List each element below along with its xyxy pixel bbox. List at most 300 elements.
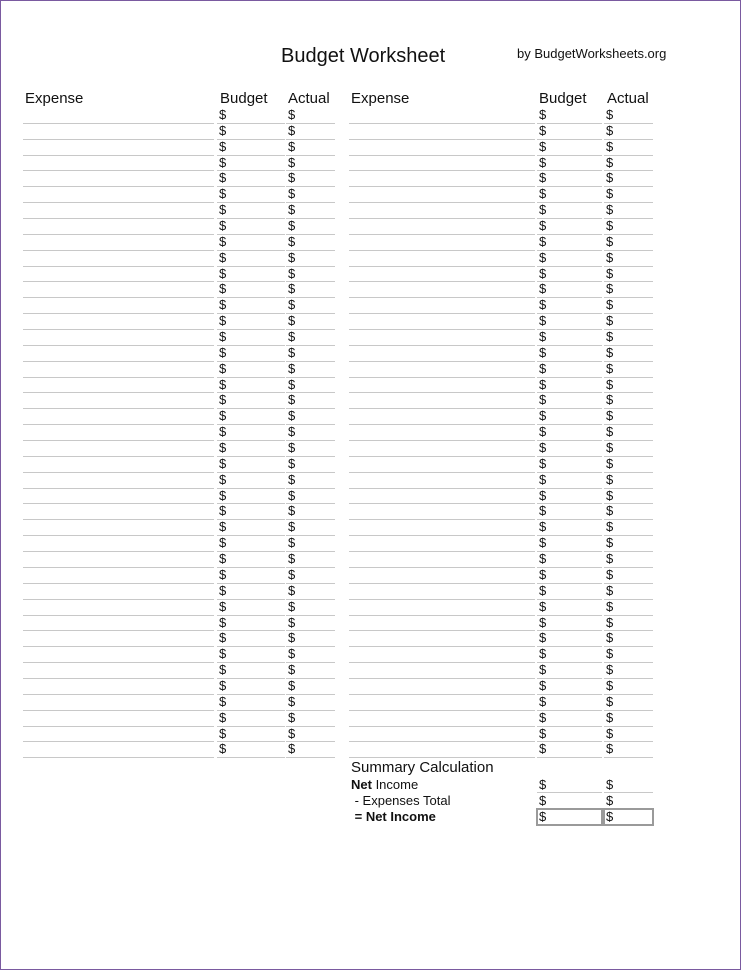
actual-amount-cell[interactable] [286,156,335,172]
expense-name-cell[interactable] [349,600,535,616]
actual-amount-cell[interactable] [286,425,335,441]
actual-amount-cell[interactable] [286,489,335,505]
budget-amount-cell[interactable] [537,536,602,552]
actual-amount-cell[interactable] [286,203,335,219]
actual-amount-cell[interactable] [286,536,335,552]
left-budget-header: Budget [220,90,268,107]
expense-name-cell[interactable] [349,235,535,251]
expense-name-cell[interactable] [23,346,214,362]
expense-name-cell[interactable] [349,171,535,187]
actual-amount-cell[interactable] [286,441,335,457]
actual-amount-cell[interactable] [286,742,335,758]
actual-amount-cell[interactable] [604,282,653,298]
budget-amount-cell[interactable] [217,679,285,695]
currency-symbol: $ [539,471,547,487]
actual-amount-cell[interactable] [286,552,335,568]
expense-name-cell[interactable] [349,489,535,505]
expense-name-cell[interactable] [23,647,214,663]
currency-symbol: $ [219,725,227,741]
expense-name-cell[interactable] [23,282,214,298]
budget-amount-cell[interactable] [217,409,285,425]
budget-amount-cell[interactable] [217,393,285,409]
net-income-actual-cell[interactable] [604,778,653,793]
expense-name-cell[interactable] [349,616,535,632]
currency-symbol: $ [539,809,547,824]
actual-amount-cell[interactable] [604,711,653,727]
budget-amount-cell[interactable] [537,679,602,695]
budget-amount-cell[interactable] [217,568,285,584]
actual-amount-cell[interactable] [286,679,335,695]
budget-amount-cell[interactable] [217,600,285,616]
budget-amount-cell[interactable] [537,330,602,346]
budget-amount-cell[interactable] [217,536,285,552]
budget-amount-cell[interactable] [537,124,602,140]
budget-amount-cell[interactable] [537,187,602,203]
currency-symbol: $ [606,582,614,598]
budget-amount-cell[interactable] [217,742,285,758]
actual-amount-cell[interactable] [286,473,335,489]
expense-name-cell[interactable] [349,679,535,695]
actual-amount-cell[interactable] [286,108,335,124]
budget-amount-cell[interactable] [217,647,285,663]
expense-name-cell[interactable] [349,267,535,283]
expense-name-cell[interactable] [349,631,535,647]
actual-amount-cell[interactable] [286,187,335,203]
actual-amount-cell[interactable] [604,679,653,695]
currency-symbol: $ [219,535,227,551]
budget-amount-cell[interactable] [217,171,285,187]
currency-symbol: $ [219,376,227,392]
actual-amount-cell[interactable] [604,727,653,743]
budget-amount-cell[interactable] [537,631,602,647]
expense-name-cell[interactable] [23,568,214,584]
net-income-total-actual-cell[interactable] [603,808,654,826]
expense-name-cell[interactable] [349,536,535,552]
actual-amount-cell[interactable] [604,568,653,584]
actual-amount-cell[interactable] [604,504,653,520]
budget-amount-cell[interactable] [217,457,285,473]
actual-amount-cell[interactable] [286,568,335,584]
currency-symbol: $ [288,408,296,424]
currency-symbol: $ [539,265,547,281]
currency-symbol: $ [219,471,227,487]
expense-name-cell[interactable] [349,711,535,727]
actual-amount-cell[interactable] [604,362,653,378]
currency-symbol: $ [539,344,547,360]
budget-amount-cell[interactable] [537,520,602,536]
budget-amount-cell[interactable] [217,504,285,520]
expense-name-cell[interactable] [23,140,214,156]
expense-name-cell[interactable] [349,298,535,314]
actual-amount-cell[interactable] [286,235,335,251]
currency-symbol: $ [539,186,547,202]
expense-name-cell[interactable] [23,536,214,552]
expense-name-cell[interactable] [349,219,535,235]
expense-name-cell[interactable] [23,362,214,378]
actual-amount-cell[interactable] [286,219,335,235]
expense-name-cell[interactable] [23,219,214,235]
expense-name-cell[interactable] [23,330,214,346]
budget-amount-cell[interactable] [537,156,602,172]
expense-name-cell[interactable] [349,187,535,203]
currency-symbol: $ [219,329,227,345]
expense-name-cell[interactable] [349,378,535,394]
actual-amount-cell[interactable] [604,695,653,711]
expense-name-cell[interactable] [349,457,535,473]
budget-amount-cell[interactable] [537,298,602,314]
expense-name-cell[interactable] [349,552,535,568]
expense-name-cell[interactable] [349,568,535,584]
actual-amount-cell[interactable] [286,663,335,679]
expense-name-cell[interactable] [349,441,535,457]
currency-symbol: $ [219,662,227,678]
actual-amount-cell[interactable] [286,504,335,520]
expense-name-cell[interactable] [23,584,214,600]
budget-amount-cell[interactable] [537,203,602,219]
actual-amount-cell[interactable] [604,251,653,267]
expense-name-cell[interactable] [23,631,214,647]
budget-amount-cell[interactable] [537,171,602,187]
actual-amount-cell[interactable] [604,457,653,473]
expense-name-cell[interactable] [23,203,214,219]
budget-amount-cell[interactable] [537,663,602,679]
budget-amount-cell[interactable] [217,489,285,505]
actual-amount-cell[interactable] [604,124,653,140]
budget-amount-cell[interactable] [217,298,285,314]
budget-amount-cell[interactable] [537,489,602,505]
actual-amount-cell[interactable] [604,330,653,346]
actual-amount-cell[interactable] [604,631,653,647]
expense-name-cell[interactable] [349,108,535,124]
actual-amount-cell[interactable] [604,346,653,362]
expense-name-cell[interactable] [349,409,535,425]
budget-amount-cell[interactable] [217,124,285,140]
currency-symbol: $ [288,519,296,535]
expense-name-cell[interactable] [23,711,214,727]
byline: by BudgetWorksheets.org [517,46,667,61]
budget-amount-cell[interactable] [537,140,602,156]
actual-amount-cell[interactable] [604,235,653,251]
net-income-total-budget-cell[interactable] [536,808,603,826]
actual-amount-cell[interactable] [286,616,335,632]
budget-amount-cell[interactable] [537,616,602,632]
expense-name-cell[interactable] [349,647,535,663]
budget-amount-cell[interactable] [217,711,285,727]
actual-amount-cell[interactable] [286,171,335,187]
currency-symbol: $ [606,360,614,376]
expense-name-cell[interactable] [349,282,535,298]
actual-amount-cell[interactable] [604,171,653,187]
budget-amount-cell[interactable] [217,552,285,568]
expense-name-cell[interactable] [23,425,214,441]
expense-name-cell[interactable] [23,235,214,251]
budget-amount-cell[interactable] [537,695,602,711]
actual-amount-cell[interactable] [286,600,335,616]
expense-name-cell[interactable] [349,362,535,378]
budget-amount-cell[interactable] [537,251,602,267]
expense-name-cell[interactable] [23,124,214,140]
currency-symbol: $ [539,233,547,249]
actual-amount-cell[interactable] [286,378,335,394]
budget-amount-cell[interactable] [217,251,285,267]
budget-amount-cell[interactable] [537,473,602,489]
expenses-total-budget-cell[interactable] [537,794,602,809]
budget-amount-cell[interactable] [537,425,602,441]
expense-name-cell[interactable] [349,425,535,441]
budget-amount-cell[interactable] [537,711,602,727]
expense-name-cell[interactable] [23,473,214,489]
currency-symbol: $ [606,809,614,824]
actual-amount-cell[interactable] [604,203,653,219]
expense-name-cell[interactable] [349,330,535,346]
currency-symbol: $ [219,218,227,234]
budget-amount-cell[interactable] [217,473,285,489]
expense-name-cell[interactable] [23,727,214,743]
budget-amount-cell[interactable] [537,504,602,520]
expense-name-cell[interactable] [23,520,214,536]
expense-name-cell[interactable] [23,267,214,283]
currency-symbol: $ [606,725,614,741]
actual-amount-cell[interactable] [286,631,335,647]
expense-name-cell[interactable] [23,108,214,124]
expense-name-cell[interactable] [349,695,535,711]
currency-symbol: $ [606,154,614,170]
actual-amount-cell[interactable] [286,124,335,140]
currency-symbol: $ [219,392,227,408]
expense-name-cell[interactable] [349,251,535,267]
actual-amount-cell[interactable] [604,647,653,663]
currency-symbol: $ [606,693,614,709]
budget-amount-cell[interactable] [537,742,602,758]
net-income-total-label: = Net Income [351,809,436,824]
budget-amount-cell[interactable] [217,378,285,394]
budget-amount-cell[interactable] [537,600,602,616]
budget-amount-cell[interactable] [217,346,285,362]
budget-amount-cell[interactable] [537,235,602,251]
actual-amount-cell[interactable] [286,282,335,298]
currency-symbol: $ [539,424,547,440]
expense-name-cell[interactable] [349,520,535,536]
actual-amount-cell[interactable] [286,647,335,663]
actual-amount-cell[interactable] [286,409,335,425]
actual-amount-cell[interactable] [286,314,335,330]
budget-amount-cell[interactable] [217,187,285,203]
expense-name-cell[interactable] [23,552,214,568]
actual-amount-cell[interactable] [604,409,653,425]
actual-amount-cell[interactable] [604,520,653,536]
expense-name-cell[interactable] [349,140,535,156]
budget-amount-cell[interactable] [537,219,602,235]
currency-symbol: $ [288,455,296,471]
budget-amount-cell[interactable] [537,267,602,283]
budget-amount-cell[interactable] [217,108,285,124]
expenses-total-actual-cell[interactable] [604,794,653,809]
actual-amount-cell[interactable] [604,616,653,632]
actual-amount-cell[interactable] [604,536,653,552]
currency-symbol: $ [539,138,547,154]
expense-name-cell[interactable] [23,441,214,457]
budget-amount-cell[interactable] [537,108,602,124]
expense-name-cell[interactable] [23,742,214,758]
expense-name-cell[interactable] [23,251,214,267]
currency-symbol: $ [539,777,547,792]
budget-amount-cell[interactable] [537,378,602,394]
budget-amount-cell[interactable] [217,663,285,679]
currency-symbol: $ [288,138,296,154]
expense-name-cell[interactable] [23,600,214,616]
expense-name-cell[interactable] [23,489,214,505]
currency-symbol: $ [606,138,614,154]
actual-amount-cell[interactable] [604,441,653,457]
budget-amount-cell[interactable] [217,267,285,283]
expense-name-cell[interactable] [349,393,535,409]
budget-amount-cell[interactable] [217,520,285,536]
currency-symbol: $ [606,777,614,792]
currency-symbol: $ [539,249,547,265]
net-income-budget-cell[interactable] [537,778,602,793]
budget-amount-cell[interactable] [217,314,285,330]
budget-amount-cell[interactable] [537,282,602,298]
expense-name-cell[interactable] [23,171,214,187]
expense-name-cell[interactable] [349,314,535,330]
expense-name-cell[interactable] [349,504,535,520]
expense-name-cell[interactable] [349,203,535,219]
budget-amount-cell[interactable] [537,457,602,473]
currency-symbol: $ [539,646,547,662]
budget-amount-cell[interactable] [217,727,285,743]
currency-symbol: $ [288,107,296,122]
actual-amount-cell[interactable] [604,219,653,235]
actual-amount-cell[interactable] [604,489,653,505]
expense-name-cell[interactable] [23,298,214,314]
currency-symbol: $ [606,741,614,757]
actual-amount-cell[interactable] [604,473,653,489]
actual-amount-cell[interactable] [286,393,335,409]
expense-name-cell[interactable] [349,473,535,489]
actual-amount-cell[interactable] [286,727,335,743]
budget-amount-cell[interactable] [217,362,285,378]
budget-amount-cell[interactable] [217,282,285,298]
budget-amount-cell[interactable] [537,727,602,743]
actual-amount-cell[interactable] [604,552,653,568]
actual-amount-cell[interactable] [604,156,653,172]
budget-amount-cell[interactable] [217,140,285,156]
actual-amount-cell[interactable] [604,663,653,679]
budget-amount-cell[interactable] [537,441,602,457]
expense-name-cell[interactable] [349,742,535,758]
budget-amount-cell[interactable] [217,425,285,441]
budget-amount-cell[interactable] [217,695,285,711]
budget-amount-cell[interactable] [217,584,285,600]
budget-amount-cell[interactable] [537,362,602,378]
actual-amount-cell[interactable] [286,346,335,362]
expense-name-cell[interactable] [23,393,214,409]
expense-name-cell[interactable] [23,187,214,203]
actual-amount-cell[interactable] [604,600,653,616]
budget-amount-cell[interactable] [537,409,602,425]
actual-amount-cell[interactable] [286,140,335,156]
expense-name-cell[interactable] [23,504,214,520]
actual-amount-cell[interactable] [604,267,653,283]
expense-name-cell[interactable] [23,378,214,394]
actual-amount-cell[interactable] [286,457,335,473]
currency-symbol: $ [288,186,296,202]
currency-symbol: $ [539,313,547,329]
expense-name-cell[interactable] [349,727,535,743]
actual-amount-cell[interactable] [286,695,335,711]
actual-amount-cell[interactable] [286,251,335,267]
actual-amount-cell[interactable] [604,425,653,441]
actual-amount-cell[interactable] [604,314,653,330]
currency-symbol: $ [219,709,227,725]
actual-amount-cell[interactable] [604,584,653,600]
expense-name-cell[interactable] [349,584,535,600]
expense-name-cell[interactable] [23,314,214,330]
budget-amount-cell[interactable] [217,441,285,457]
actual-amount-cell[interactable] [286,267,335,283]
budget-amount-cell[interactable] [537,568,602,584]
currency-symbol: $ [606,218,614,234]
budget-amount-cell[interactable] [217,616,285,632]
budget-amount-cell[interactable] [217,235,285,251]
currency-symbol: $ [539,662,547,678]
actual-amount-cell[interactable] [286,362,335,378]
currency-symbol: $ [288,122,296,138]
expense-name-cell[interactable] [23,156,214,172]
actual-amount-cell[interactable] [286,330,335,346]
currency-symbol: $ [539,551,547,567]
actual-amount-cell[interactable] [604,140,653,156]
expense-name-cell[interactable] [349,124,535,140]
budget-amount-cell[interactable] [537,314,602,330]
actual-amount-cell[interactable] [604,298,653,314]
expense-name-cell[interactable] [23,695,214,711]
currency-symbol: $ [606,519,614,535]
actual-amount-cell[interactable] [604,378,653,394]
actual-amount-cell[interactable] [604,393,653,409]
expense-name-cell[interactable] [23,409,214,425]
budget-amount-cell[interactable] [537,584,602,600]
budget-amount-cell[interactable] [217,203,285,219]
expense-name-cell[interactable] [349,346,535,362]
budget-amount-cell[interactable] [217,330,285,346]
expense-name-cell[interactable] [23,663,214,679]
actual-amount-cell[interactable] [286,298,335,314]
actual-amount-cell[interactable] [286,584,335,600]
currency-symbol: $ [288,392,296,408]
budget-amount-cell[interactable] [537,647,602,663]
budget-amount-cell[interactable] [217,219,285,235]
expense-name-cell[interactable] [23,457,214,473]
budget-amount-cell[interactable] [537,552,602,568]
budget-amount-cell[interactable] [537,393,602,409]
expense-name-cell[interactable] [23,616,214,632]
actual-amount-cell[interactable] [286,711,335,727]
expense-name-cell[interactable] [23,679,214,695]
actual-amount-cell[interactable] [604,187,653,203]
currency-symbol: $ [606,793,614,808]
currency-symbol: $ [539,170,547,186]
expense-name-cell[interactable] [349,663,535,679]
actual-amount-cell[interactable] [604,108,653,124]
actual-amount-cell[interactable] [604,742,653,758]
expense-name-cell[interactable] [349,156,535,172]
budget-amount-cell[interactable] [217,156,285,172]
budget-amount-cell[interactable] [537,346,602,362]
actual-amount-cell[interactable] [286,520,335,536]
budget-amount-cell[interactable] [217,631,285,647]
currency-symbol: $ [219,646,227,662]
